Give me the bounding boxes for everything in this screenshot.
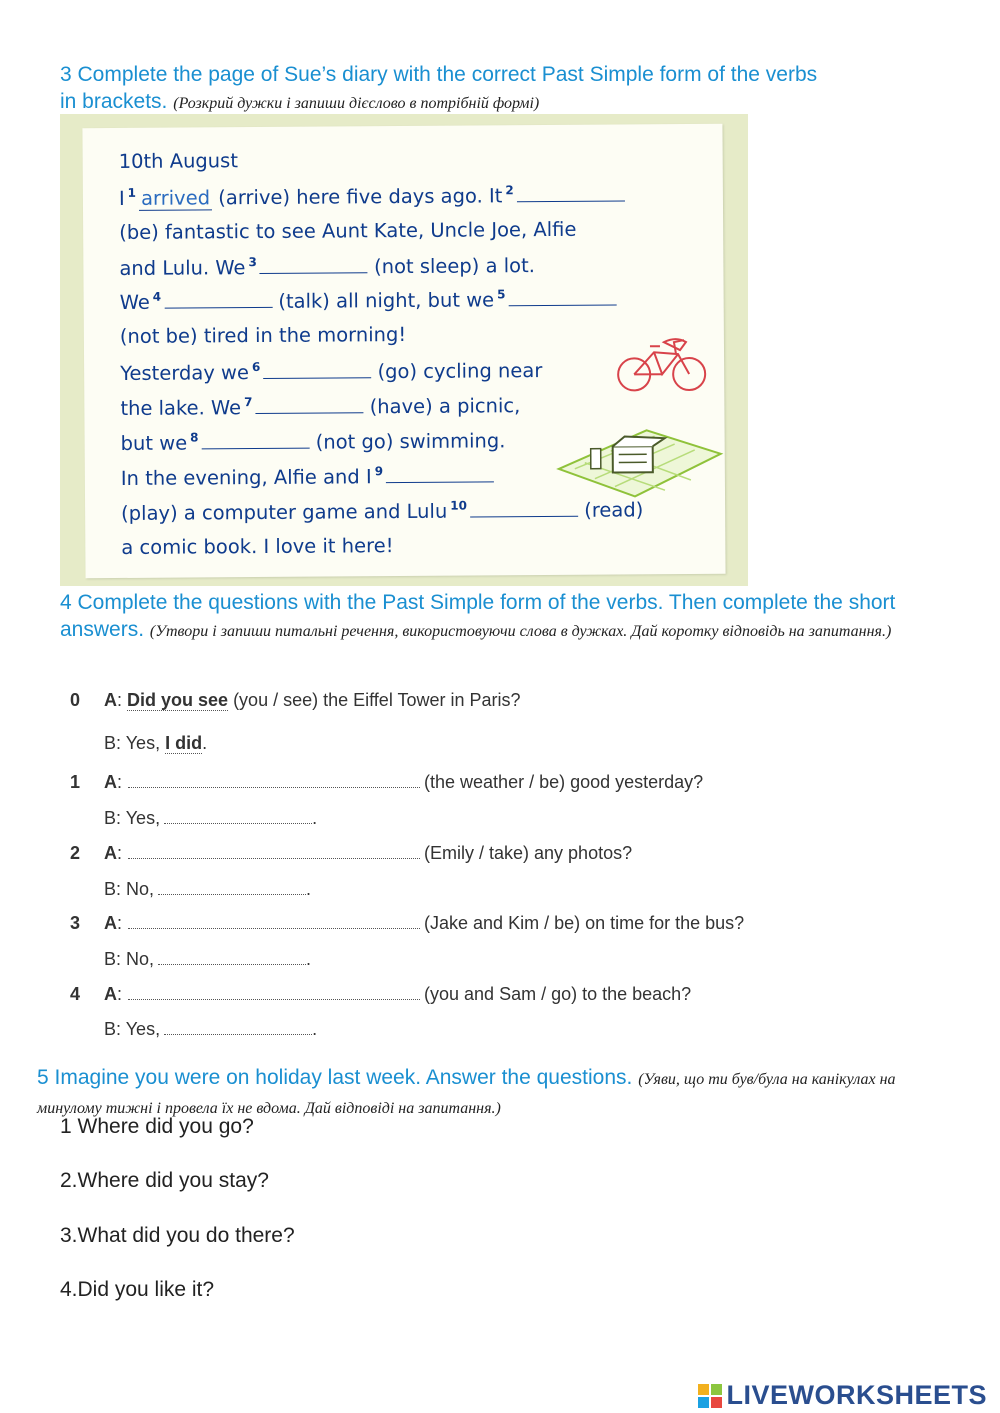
diary-date: 10th August xyxy=(118,149,239,173)
question-row-4: 4 A: (you and Sam / go) to the beach? xyxy=(70,984,692,1004)
liveworksheets-logo-icon xyxy=(698,1384,722,1408)
exercise-5-instruction: 5 Imagine you were on holiday last week. Answer the questions. xyxy=(37,1066,633,1089)
blank-9[interactable] xyxy=(386,467,494,483)
liveworksheets-logo[interactable] xyxy=(698,1380,987,1410)
example-answer-fill: I did xyxy=(165,733,203,753)
logo-text: LIVEWORKSHEETS xyxy=(726,1380,987,1410)
answer-row-1: B: Yes, . xyxy=(104,808,318,828)
diary-line-8: but we $^8$ (not go) swimming. xyxy=(120,429,506,455)
blank-3[interactable] xyxy=(260,258,368,274)
question-blank-3[interactable] xyxy=(128,916,420,929)
diary-line-9: In the evening, Alfie and I $^9$ xyxy=(121,463,494,490)
blank-8[interactable] xyxy=(201,434,309,450)
blank-4[interactable] xyxy=(164,293,272,309)
question-blank-4[interactable] xyxy=(128,987,420,1000)
question-row-0: 0 A: Did you see (you / see) the Eiffel Tower in Paris? xyxy=(70,690,521,710)
blank-5[interactable] xyxy=(508,291,616,307)
exercise-5-heading xyxy=(37,1064,937,1122)
question-row-3: 3 A: (Jake and Kim / be) on time for the bus? xyxy=(70,913,745,933)
diary-line-7: the lake. We $^7$ (have) a picnic, xyxy=(120,394,521,420)
holiday-question-4: 4.Did you like it? xyxy=(60,1278,215,1301)
diary-line-3: and Lulu. We $^3$ (not sleep) a lot. xyxy=(119,254,535,280)
diary-line-6: Yesterday we $^6$ (go) cycling near xyxy=(120,359,543,385)
blank-10[interactable] xyxy=(470,502,578,518)
blank-6[interactable] xyxy=(263,363,371,379)
diary-line-10: (play) a computer game and Lulu $^{10}$ (read) xyxy=(121,498,644,525)
diary-panel xyxy=(60,114,748,586)
question-blank-2[interactable] xyxy=(128,846,420,859)
diary-line-4: We $^4$ (talk) all night, but we $^5$ xyxy=(120,287,617,314)
diary-line-5: (not be) tired in the morning! xyxy=(119,322,407,348)
holiday-question-1: 1 Where did you go? xyxy=(60,1115,254,1138)
answer-blank-3[interactable] xyxy=(158,952,306,965)
picnic-icon xyxy=(555,424,726,501)
exercise-4-instruction-ua: (Утвори і запиши питальні речення, використовуючи слова в дужках. Дай коротку відповідь на запитання.) xyxy=(149,623,892,640)
question-row-2: 2 A: (Emily / take) any photos? xyxy=(70,843,633,863)
example-question-fill: Did you see xyxy=(127,690,229,710)
blank-2[interactable] xyxy=(517,186,625,202)
diary-line-2: (be) fantastic to see Aunt Kate, Uncle Joe, Alfie xyxy=(119,217,577,244)
answer-row-0: B: Yes, I did. xyxy=(104,733,208,753)
exercise-3-instruction: 3 Complete the page of Sue’s diary with the correct Past Simple form of the verbs in brackets. xyxy=(60,63,818,113)
diary-line-1: I $^1$ arrived (arrive) here five days ago. It $^2$ xyxy=(119,182,625,210)
blank-7[interactable] xyxy=(255,398,363,414)
answer-blank-2[interactable] xyxy=(158,882,306,895)
diary-line-11: a comic book. I love it here! xyxy=(121,534,394,559)
answer-row-2: B: No, . xyxy=(104,879,312,899)
holiday-question-2: 2.Where did you stay? xyxy=(60,1169,269,1192)
exercise-3-heading xyxy=(60,61,820,117)
diary-page xyxy=(82,124,725,578)
question-blank-1[interactable] xyxy=(128,775,420,788)
example-answer: arrived xyxy=(139,186,212,211)
answer-row-4: B: Yes, . xyxy=(104,1019,318,1039)
answer-blank-4[interactable] xyxy=(164,1022,312,1035)
exercise-3-instruction-ua: (Розкрий дужки і запиши дієслово в потрібній формі) xyxy=(173,95,540,112)
holiday-question-3: 3.What did you do there? xyxy=(60,1224,295,1247)
answer-blank-1[interactable] xyxy=(164,811,312,824)
question-row-1: 1 A: (the weather / be) good yesterday? xyxy=(70,772,704,792)
answer-row-3: B: No, . xyxy=(104,949,312,969)
bicycle-icon xyxy=(614,334,709,399)
exercise-4-instruction: 4 Complete the questions with the Past Simple form of the verbs. Then complete the short answers. xyxy=(60,591,896,641)
exercise-4-heading xyxy=(60,589,940,645)
exercise-5-instruction-ua: (Уяви, що ти був/була на канікулах на минулому тижні і провела їх не вдома. Дай відповіді на запитання.) xyxy=(37,1071,896,1117)
